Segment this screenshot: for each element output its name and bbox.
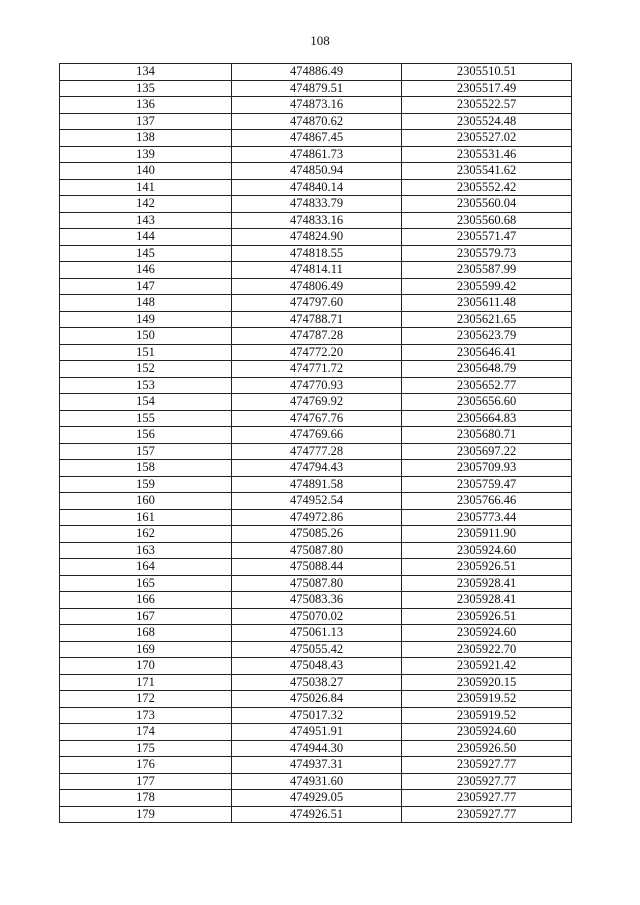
- page-number: 108: [310, 33, 330, 48]
- x-coordinate-cell: 474833.79: [232, 196, 402, 213]
- point-number-cell: 160: [60, 493, 232, 510]
- table-row: [60, 113, 572, 130]
- y-coordinate-cell: 2305587.99: [402, 262, 572, 279]
- y-coordinate-cell: 2305656.60: [402, 394, 572, 411]
- point-number-cell: 170: [60, 658, 232, 675]
- table-row: [60, 806, 572, 823]
- table-row: [60, 559, 572, 576]
- point-number-cell: 168: [60, 625, 232, 642]
- y-coordinate-cell: 2305664.83: [402, 410, 572, 427]
- x-coordinate-cell: 474861.73: [232, 146, 402, 163]
- y-coordinate-cell: 2305510.51: [402, 64, 572, 81]
- point-number-cell: 164: [60, 559, 232, 576]
- y-coordinate-cell: 2305920.15: [402, 674, 572, 691]
- x-coordinate-cell: 474814.11: [232, 262, 402, 279]
- x-coordinate-cell: 474951.91: [232, 724, 402, 741]
- y-coordinate-cell: 2305517.49: [402, 80, 572, 97]
- x-coordinate-cell: 474818.55: [232, 245, 402, 262]
- y-coordinate-cell: 2305560.68: [402, 212, 572, 229]
- y-coordinate-cell: 2305924.60: [402, 625, 572, 642]
- table-row: [60, 130, 572, 147]
- table-row: [60, 163, 572, 180]
- point-number-cell: 137: [60, 113, 232, 130]
- y-coordinate-cell: 2305759.47: [402, 476, 572, 493]
- point-number-cell: 166: [60, 592, 232, 609]
- point-number-cell: 155: [60, 410, 232, 427]
- y-coordinate-cell: 2305924.60: [402, 542, 572, 559]
- y-coordinate-cell: 2305571.47: [402, 229, 572, 246]
- y-coordinate-cell: 2305522.57: [402, 97, 572, 114]
- x-coordinate-cell: 474770.93: [232, 377, 402, 394]
- y-coordinate-cell: 2305599.42: [402, 278, 572, 295]
- point-number-cell: 179: [60, 806, 232, 823]
- table-row: [60, 328, 572, 345]
- x-coordinate-cell: 474840.14: [232, 179, 402, 196]
- table-row: [60, 361, 572, 378]
- point-number-cell: 142: [60, 196, 232, 213]
- point-number-cell: 144: [60, 229, 232, 246]
- point-number-cell: 157: [60, 443, 232, 460]
- x-coordinate-cell: 475083.36: [232, 592, 402, 609]
- table-row: [60, 608, 572, 625]
- x-coordinate-cell: 475026.84: [232, 691, 402, 708]
- x-coordinate-cell: 474788.71: [232, 311, 402, 328]
- x-coordinate-cell: 474873.16: [232, 97, 402, 114]
- y-coordinate-cell: 2305646.41: [402, 344, 572, 361]
- point-number-cell: 161: [60, 509, 232, 526]
- point-number-cell: 173: [60, 707, 232, 724]
- point-number-cell: 153: [60, 377, 232, 394]
- x-coordinate-cell: 474867.45: [232, 130, 402, 147]
- point-number-cell: 143: [60, 212, 232, 229]
- point-number-cell: 149: [60, 311, 232, 328]
- x-coordinate-cell: 474944.30: [232, 740, 402, 757]
- table-row: [60, 295, 572, 312]
- y-coordinate-cell: 2305911.90: [402, 526, 572, 543]
- point-number-cell: 140: [60, 163, 232, 180]
- point-number-cell: 167: [60, 608, 232, 625]
- table-row: [60, 245, 572, 262]
- table-row: [60, 476, 572, 493]
- y-coordinate-cell: 2305527.02: [402, 130, 572, 147]
- y-coordinate-cell: 2305919.52: [402, 707, 572, 724]
- y-coordinate-cell: 2305531.46: [402, 146, 572, 163]
- x-coordinate-cell: 475087.80: [232, 542, 402, 559]
- y-coordinate-cell: 2305927.77: [402, 806, 572, 823]
- point-number-cell: 163: [60, 542, 232, 559]
- x-coordinate-cell: 474929.05: [232, 790, 402, 807]
- table-row: [60, 757, 572, 774]
- y-coordinate-cell: 2305709.93: [402, 460, 572, 477]
- y-coordinate-cell: 2305560.04: [402, 196, 572, 213]
- point-number-cell: 154: [60, 394, 232, 411]
- table-row: [60, 97, 572, 114]
- table-row: [60, 229, 572, 246]
- table-row: [60, 542, 572, 559]
- x-coordinate-cell: 474824.90: [232, 229, 402, 246]
- point-number-cell: 134: [60, 64, 232, 81]
- y-coordinate-cell: 2305652.77: [402, 377, 572, 394]
- coordinates-table-body: [60, 64, 572, 823]
- table-row: [60, 443, 572, 460]
- point-number-cell: 147: [60, 278, 232, 295]
- x-coordinate-cell: 475085.26: [232, 526, 402, 543]
- table-row: [60, 196, 572, 213]
- table-row: [60, 526, 572, 543]
- point-number-cell: 138: [60, 130, 232, 147]
- x-coordinate-cell: 474937.31: [232, 757, 402, 774]
- table-row: [60, 707, 572, 724]
- point-number-cell: 156: [60, 427, 232, 444]
- point-number-cell: 165: [60, 575, 232, 592]
- point-number-cell: 135: [60, 80, 232, 97]
- table-row: [60, 641, 572, 658]
- y-coordinate-cell: 2305611.48: [402, 295, 572, 312]
- table-row: [60, 344, 572, 361]
- x-coordinate-cell: 475048.43: [232, 658, 402, 675]
- point-number-cell: 178: [60, 790, 232, 807]
- x-coordinate-cell: 475017.32: [232, 707, 402, 724]
- x-coordinate-cell: 475088.44: [232, 559, 402, 576]
- x-coordinate-cell: 474952.54: [232, 493, 402, 510]
- table-row: [60, 674, 572, 691]
- x-coordinate-cell: 474771.72: [232, 361, 402, 378]
- table-row: [60, 460, 572, 477]
- y-coordinate-cell: 2305926.51: [402, 608, 572, 625]
- coordinates-table: [59, 63, 572, 823]
- table-row: [60, 427, 572, 444]
- x-coordinate-cell: 474926.51: [232, 806, 402, 823]
- point-number-cell: 136: [60, 97, 232, 114]
- point-number-cell: 175: [60, 740, 232, 757]
- y-coordinate-cell: 2305552.42: [402, 179, 572, 196]
- x-coordinate-cell: 475087.80: [232, 575, 402, 592]
- table-row: [60, 311, 572, 328]
- x-coordinate-cell: 475061.13: [232, 625, 402, 642]
- point-number-cell: 148: [60, 295, 232, 312]
- y-coordinate-cell: 2305524.48: [402, 113, 572, 130]
- y-coordinate-cell: 2305697.22: [402, 443, 572, 460]
- y-coordinate-cell: 2305621.65: [402, 311, 572, 328]
- y-coordinate-cell: 2305926.51: [402, 559, 572, 576]
- y-coordinate-cell: 2305623.79: [402, 328, 572, 345]
- x-coordinate-cell: 474769.66: [232, 427, 402, 444]
- point-number-cell: 162: [60, 526, 232, 543]
- y-coordinate-cell: 2305927.77: [402, 757, 572, 774]
- table-row: [60, 64, 572, 81]
- point-number-cell: 152: [60, 361, 232, 378]
- table-row: [60, 575, 572, 592]
- x-coordinate-cell: 474891.58: [232, 476, 402, 493]
- table-row: [60, 146, 572, 163]
- x-coordinate-cell: 475070.02: [232, 608, 402, 625]
- y-coordinate-cell: 2305773.44: [402, 509, 572, 526]
- x-coordinate-cell: 474797.60: [232, 295, 402, 312]
- table-row: [60, 493, 572, 510]
- x-coordinate-cell: 474850.94: [232, 163, 402, 180]
- table-row: [60, 262, 572, 279]
- table-row: [60, 179, 572, 196]
- y-coordinate-cell: 2305928.41: [402, 575, 572, 592]
- table-row: [60, 394, 572, 411]
- y-coordinate-cell: 2305579.73: [402, 245, 572, 262]
- y-coordinate-cell: 2305766.46: [402, 493, 572, 510]
- point-number-cell: 146: [60, 262, 232, 279]
- table-row: [60, 625, 572, 642]
- table-row: [60, 773, 572, 790]
- y-coordinate-cell: 2305648.79: [402, 361, 572, 378]
- table-row: [60, 377, 572, 394]
- point-number-cell: 151: [60, 344, 232, 361]
- x-coordinate-cell: 475055.42: [232, 641, 402, 658]
- x-coordinate-cell: 474787.28: [232, 328, 402, 345]
- x-coordinate-cell: 474772.20: [232, 344, 402, 361]
- point-number-cell: 176: [60, 757, 232, 774]
- point-number-cell: 177: [60, 773, 232, 790]
- x-coordinate-cell: 474870.62: [232, 113, 402, 130]
- table-row: [60, 691, 572, 708]
- y-coordinate-cell: 2305922.70: [402, 641, 572, 658]
- table-row: [60, 509, 572, 526]
- table-row: [60, 724, 572, 741]
- table-row: [60, 80, 572, 97]
- point-number-cell: 150: [60, 328, 232, 345]
- table-row: [60, 790, 572, 807]
- point-number-cell: 172: [60, 691, 232, 708]
- x-coordinate-cell: 474931.60: [232, 773, 402, 790]
- x-coordinate-cell: 474767.76: [232, 410, 402, 427]
- point-number-cell: 139: [60, 146, 232, 163]
- y-coordinate-cell: 2305927.77: [402, 773, 572, 790]
- x-coordinate-cell: 474777.28: [232, 443, 402, 460]
- point-number-cell: 169: [60, 641, 232, 658]
- point-number-cell: 159: [60, 476, 232, 493]
- y-coordinate-cell: 2305921.42: [402, 658, 572, 675]
- point-number-cell: 145: [60, 245, 232, 262]
- y-coordinate-cell: 2305541.62: [402, 163, 572, 180]
- x-coordinate-cell: 474769.92: [232, 394, 402, 411]
- x-coordinate-cell: 475038.27: [232, 674, 402, 691]
- point-number-cell: 174: [60, 724, 232, 741]
- table-row: [60, 410, 572, 427]
- table-row: [60, 740, 572, 757]
- x-coordinate-cell: 474972.86: [232, 509, 402, 526]
- y-coordinate-cell: 2305924.60: [402, 724, 572, 741]
- x-coordinate-cell: 474833.16: [232, 212, 402, 229]
- x-coordinate-cell: 474886.49: [232, 64, 402, 81]
- table-row: [60, 212, 572, 229]
- table-row: [60, 592, 572, 609]
- point-number-cell: 171: [60, 674, 232, 691]
- x-coordinate-cell: 474806.49: [232, 278, 402, 295]
- y-coordinate-cell: 2305928.41: [402, 592, 572, 609]
- y-coordinate-cell: 2305926.50: [402, 740, 572, 757]
- y-coordinate-cell: 2305680.71: [402, 427, 572, 444]
- y-coordinate-cell: 2305919.52: [402, 691, 572, 708]
- y-coordinate-cell: 2305927.77: [402, 790, 572, 807]
- x-coordinate-cell: 474879.51: [232, 80, 402, 97]
- table-row: [60, 278, 572, 295]
- table-row: [60, 658, 572, 675]
- point-number-cell: 141: [60, 179, 232, 196]
- x-coordinate-cell: 474794.43: [232, 460, 402, 477]
- point-number-cell: 158: [60, 460, 232, 477]
